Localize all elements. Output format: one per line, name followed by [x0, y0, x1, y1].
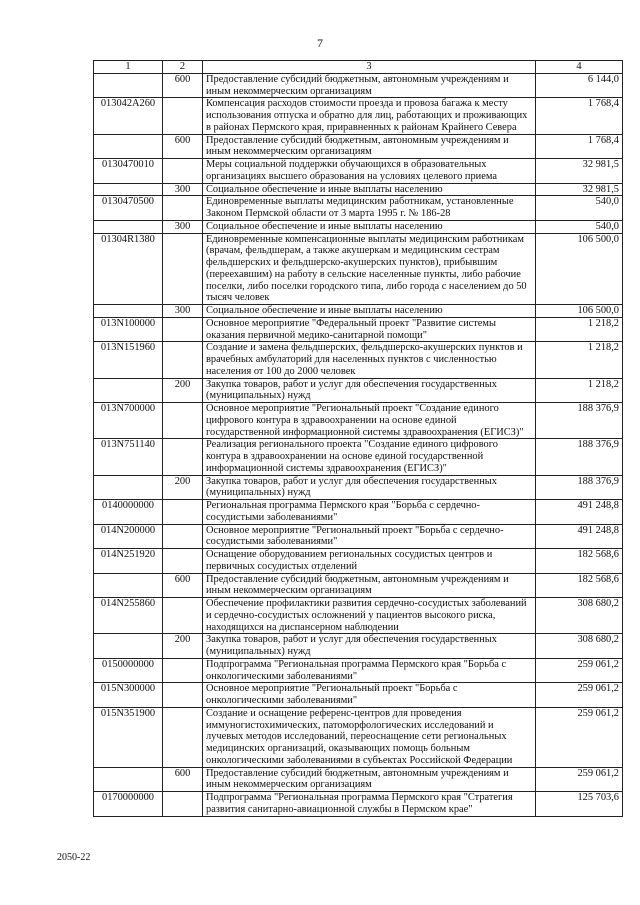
- row-description: Создание и оснащение референс-центров для проведения иммуногистохимических, патоморфологических исследований и лучевых методов исследований, переоснащение сети региональных медицинских организаций, оказывающих помощь больным онкологическими заболеваниями в субъектах Российской Федерации: [203, 707, 536, 767]
- expense-type-code: [163, 707, 203, 767]
- expense-type-code: 200: [163, 378, 203, 403]
- row-description: Создание и замена фельдшерских, фельдшерско-акушерских пунктов и врачебных амбулаторий для населенных пунктов с численностью населения от 100 до 2000 человек: [203, 342, 536, 378]
- amount-value: 259 061,2: [536, 658, 623, 683]
- expense-type-code: 600: [163, 573, 203, 598]
- budget-table: [93, 60, 623, 817]
- row-description: Основное мероприятие "Региональный проект "Создание единого цифрового контура в здравоохранении на основе единой государственной информационной системы здравоохранения (ЕГИСЗ)": [203, 403, 536, 439]
- table-row: [94, 475, 623, 500]
- target-article-code: 015N351900: [94, 707, 163, 767]
- row-description: Социальное обеспечение и иные выплаты населению: [203, 183, 536, 196]
- table-row: [94, 792, 623, 817]
- amount-value: 540,0: [536, 196, 623, 221]
- amount-value: 259 061,2: [536, 683, 623, 708]
- expense-type-code: 300: [163, 220, 203, 233]
- table-header: [94, 61, 623, 74]
- table-row: [94, 524, 623, 549]
- amount-value: 182 568,6: [536, 549, 623, 574]
- expense-type-code: [163, 524, 203, 549]
- expense-type-code: 300: [163, 305, 203, 318]
- table-row: [94, 549, 623, 574]
- row-description: Меры социальной поддержки обучающихся в образовательных организациях высшего образования на условиях целевого приема: [203, 159, 536, 184]
- target-article-code: 0130470010: [94, 159, 163, 184]
- target-article-code: 013N700000: [94, 403, 163, 439]
- expense-type-code: [163, 403, 203, 439]
- amount-value: 491 248,8: [536, 500, 623, 525]
- expense-type-code: [163, 317, 203, 342]
- expense-type-code: [163, 500, 203, 525]
- table-body: [94, 73, 623, 816]
- target-article-code: [94, 573, 163, 598]
- row-description: Основное мероприятие "Региональный проект "Борьба с сердечно-сосудистыми заболеваниями": [203, 524, 536, 549]
- target-article-code: [94, 305, 163, 318]
- row-description: Подпрограмма "Региональная программа Пермского края "Стратегия развития санитарно-авиационной службы в Пермском крае": [203, 792, 536, 817]
- table-row: [94, 342, 623, 378]
- amount-value: 1 768,4: [536, 98, 623, 134]
- target-article-code: [94, 475, 163, 500]
- table-row: [94, 183, 623, 196]
- target-article-code: 013042А260: [94, 98, 163, 134]
- amount-value: 540,0: [536, 220, 623, 233]
- table-row: [94, 378, 623, 403]
- amount-value: 308 680,2: [536, 598, 623, 634]
- row-description: Подпрограмма "Региональная программа Пермского края "Борьба с онкологическими заболеваниями": [203, 658, 536, 683]
- target-article-code: 014N200000: [94, 524, 163, 549]
- table-row: [94, 134, 623, 159]
- amount-value: 259 061,2: [536, 707, 623, 767]
- table-row: [94, 233, 623, 305]
- row-description: Единовременные выплаты медицинским работникам, установленные Законом Пермской области от 3 марта 1995 г. № 186-28: [203, 196, 536, 221]
- target-article-code: [94, 767, 163, 792]
- row-description: Предоставление субсидий бюджетным, автономным учреждениям и иным некоммерческим организациям: [203, 767, 536, 792]
- row-description: Обеспечение профилактики развития сердечно-сосудистых заболеваний и сердечно-сосудистых осложнений у пациентов высокого риска, находящихся на диспансерном наблюдении: [203, 598, 536, 634]
- table-row: [94, 634, 623, 659]
- header-col-2: 2: [163, 61, 203, 74]
- amount-value: 1 218,2: [536, 317, 623, 342]
- expense-type-code: 600: [163, 767, 203, 792]
- row-description: Закупка товаров, работ и услуг для обеспечения государственных (муниципальных) нужд: [203, 475, 536, 500]
- expense-type-code: 200: [163, 634, 203, 659]
- table-row: [94, 598, 623, 634]
- amount-value: 259 061,2: [536, 767, 623, 792]
- header-col-4: 4: [536, 61, 623, 74]
- table-row: [94, 196, 623, 221]
- table-row: [94, 500, 623, 525]
- table-row: [94, 317, 623, 342]
- row-description: Оснащение оборудованием региональных сосудистых центров и первичных сосудистых отделений: [203, 549, 536, 574]
- target-article-code: [94, 134, 163, 159]
- row-description: Предоставление субсидий бюджетным, автономным учреждениям и иным некоммерческим организациям: [203, 134, 536, 159]
- table-row: [94, 403, 623, 439]
- expense-type-code: 600: [163, 73, 203, 98]
- amount-value: 32 981,5: [536, 159, 623, 184]
- row-description: Единовременные компенсационные выплаты медицинским работникам (врачам, фельдшерам, а также акушеркам и медицинским сестрам фельдшерских и фельдшерско-акушерских пунктов), прибывшим (переехавшим) на работу в сельские населенные пункты, либо рабочие поселки, либо поселки городского типа, либо города с населением до 50 тысяч человек: [203, 233, 536, 305]
- expense-type-code: 300: [163, 183, 203, 196]
- target-article-code: 013N151960: [94, 342, 163, 378]
- row-description: Региональная программа Пермского края "Борьба с сердечно-сосудистыми заболеваниями": [203, 500, 536, 525]
- amount-value: 125 703,6: [536, 792, 623, 817]
- document-code: 2050-22: [57, 852, 91, 863]
- amount-value: 1 218,2: [536, 342, 623, 378]
- row-description: Закупка товаров, работ и услуг для обеспечения государственных (муниципальных) нужд: [203, 634, 536, 659]
- table-row: [94, 707, 623, 767]
- expense-type-code: 600: [163, 134, 203, 159]
- row-description: Социальное обеспечение и иные выплаты населению: [203, 305, 536, 318]
- target-article-code: [94, 183, 163, 196]
- table-row: [94, 573, 623, 598]
- row-description: Основное мероприятие "Федеральный проект "Развитие системы оказания первичной медико-санитарной помощи": [203, 317, 536, 342]
- target-article-code: 0140000000: [94, 500, 163, 525]
- amount-value: 1 218,2: [536, 378, 623, 403]
- expense-type-code: [163, 233, 203, 305]
- expense-type-code: [163, 196, 203, 221]
- row-description: Компенсация расходов стоимости проезда и провоза багажа к месту использования отпуска и обратно для лиц, работающих и проживающих в районах Пермского края, приравненных к районам Крайнего Севера: [203, 98, 536, 134]
- expense-type-code: [163, 342, 203, 378]
- row-description: Основное мероприятие "Региональный проект "Борьба с онкологическими заболеваниями": [203, 683, 536, 708]
- expense-type-code: [163, 792, 203, 817]
- table-row: [94, 767, 623, 792]
- table-row: [94, 73, 623, 98]
- expense-type-code: [163, 98, 203, 134]
- table-row: [94, 305, 623, 318]
- amount-value: 188 376,9: [536, 439, 623, 475]
- target-article-code: 014N251920: [94, 549, 163, 574]
- row-description: Закупка товаров, работ и услуг для обеспечения государственных (муниципальных) нужд: [203, 378, 536, 403]
- header-col-1: 1: [94, 61, 163, 74]
- amount-value: 188 376,9: [536, 403, 623, 439]
- target-article-code: 015N300000: [94, 683, 163, 708]
- row-description: Предоставление субсидий бюджетным, автономным учреждениям и иным некоммерческим организациям: [203, 573, 536, 598]
- amount-value: 188 376,9: [536, 475, 623, 500]
- expense-type-code: 200: [163, 475, 203, 500]
- expense-type-code: [163, 439, 203, 475]
- target-article-code: 0130470500: [94, 196, 163, 221]
- expense-type-code: [163, 598, 203, 634]
- table-row: [94, 159, 623, 184]
- target-article-code: [94, 378, 163, 403]
- expense-type-code: [163, 159, 203, 184]
- target-article-code: 0150000000: [94, 658, 163, 683]
- target-article-code: [94, 220, 163, 233]
- expense-type-code: [163, 683, 203, 708]
- table-row: [94, 658, 623, 683]
- amount-value: 182 568,6: [536, 573, 623, 598]
- table-row: [94, 439, 623, 475]
- target-article-code: 014N255860: [94, 598, 163, 634]
- row-description: Предоставление субсидий бюджетным, автономным учреждениям и иным некоммерческим организациям: [203, 73, 536, 98]
- target-article-code: [94, 73, 163, 98]
- expense-type-code: [163, 658, 203, 683]
- amount-value: 32 981,5: [536, 183, 623, 196]
- amount-value: 106 500,0: [536, 233, 623, 305]
- table-row: [94, 220, 623, 233]
- page-number: 7: [317, 36, 323, 50]
- amount-value: 308 680,2: [536, 634, 623, 659]
- amount-value: 106 500,0: [536, 305, 623, 318]
- target-article-code: 013N100000: [94, 317, 163, 342]
- amount-value: 1 768,4: [536, 134, 623, 159]
- expense-type-code: [163, 549, 203, 574]
- target-article-code: 01304R1380: [94, 233, 163, 305]
- header-col-3: 3: [203, 61, 536, 74]
- target-article-code: [94, 634, 163, 659]
- table-row: [94, 683, 623, 708]
- target-article-code: 013N751140: [94, 439, 163, 475]
- table-row: [94, 98, 623, 134]
- row-description: Социальное обеспечение и иные выплаты населению: [203, 220, 536, 233]
- amount-value: 6 144,0: [536, 73, 623, 98]
- target-article-code: 0170000000: [94, 792, 163, 817]
- amount-value: 491 248,8: [536, 524, 623, 549]
- row-description: Реализация регионального проекта "Создание единого цифрового контура в здравоохранении на основе единой государственной информационной системы здравоохранения (ЕГИСЗ)": [203, 439, 536, 475]
